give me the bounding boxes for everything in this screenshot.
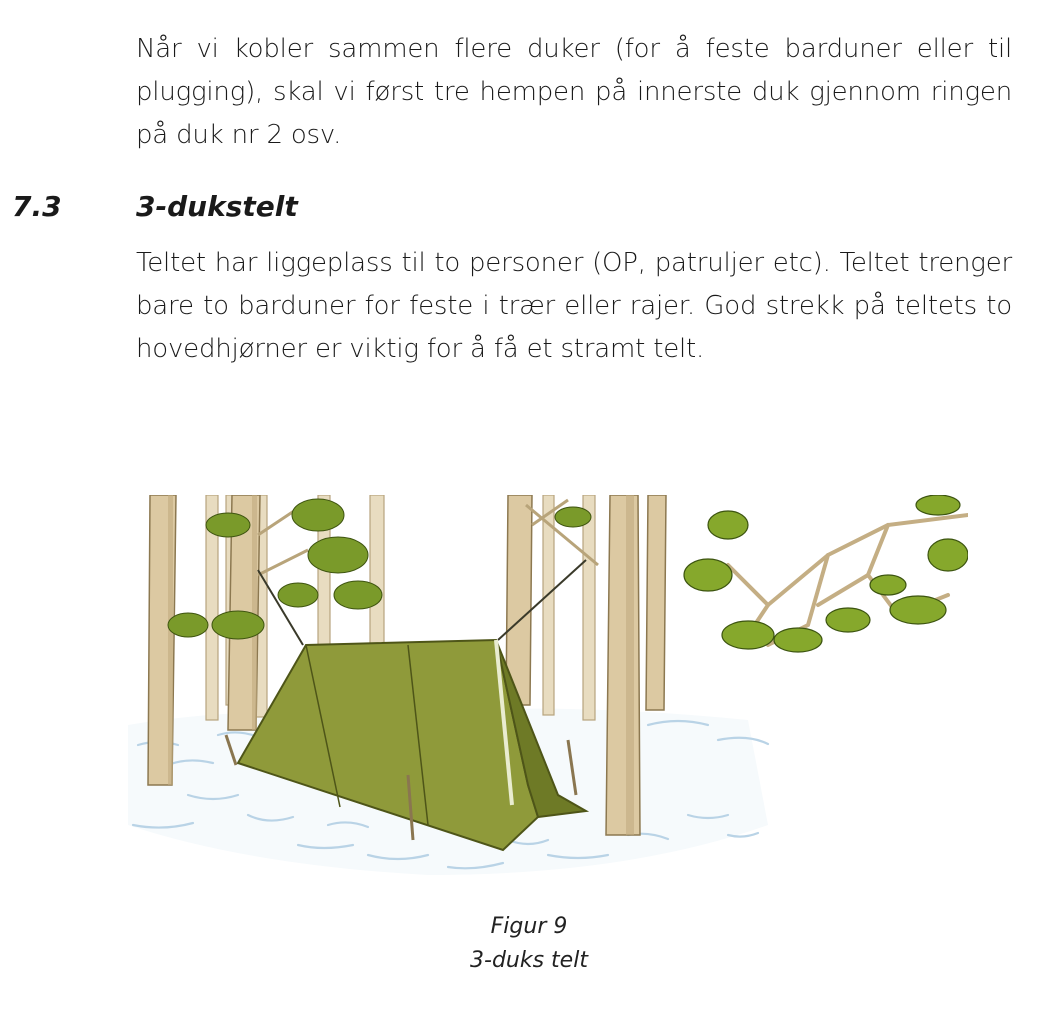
intro-paragraph: Når vi kobler sammen flere duker (for å feste barduner eller til plugging), skal vi først tre hempen på innerste duk gjennom ringen på duk nr 2 osv.: [136, 34, 1012, 150]
section-number: 7.3: [12, 190, 62, 223]
tent-illustration: [128, 495, 968, 905]
figure-caption: 3-duks telt: [470, 948, 588, 973]
section-paragraph: Teltet har liggeplass til to personer (OP, patruljer etc). Teltet trenger bare to barduner for feste i trær eller rajer. God strekk på teltets to hovedhjørner er viktig for å få et stramt telt.: [136, 248, 1012, 364]
section-title: 3-dukstelt: [136, 190, 298, 223]
figure-label: Figur 9: [490, 914, 568, 939]
